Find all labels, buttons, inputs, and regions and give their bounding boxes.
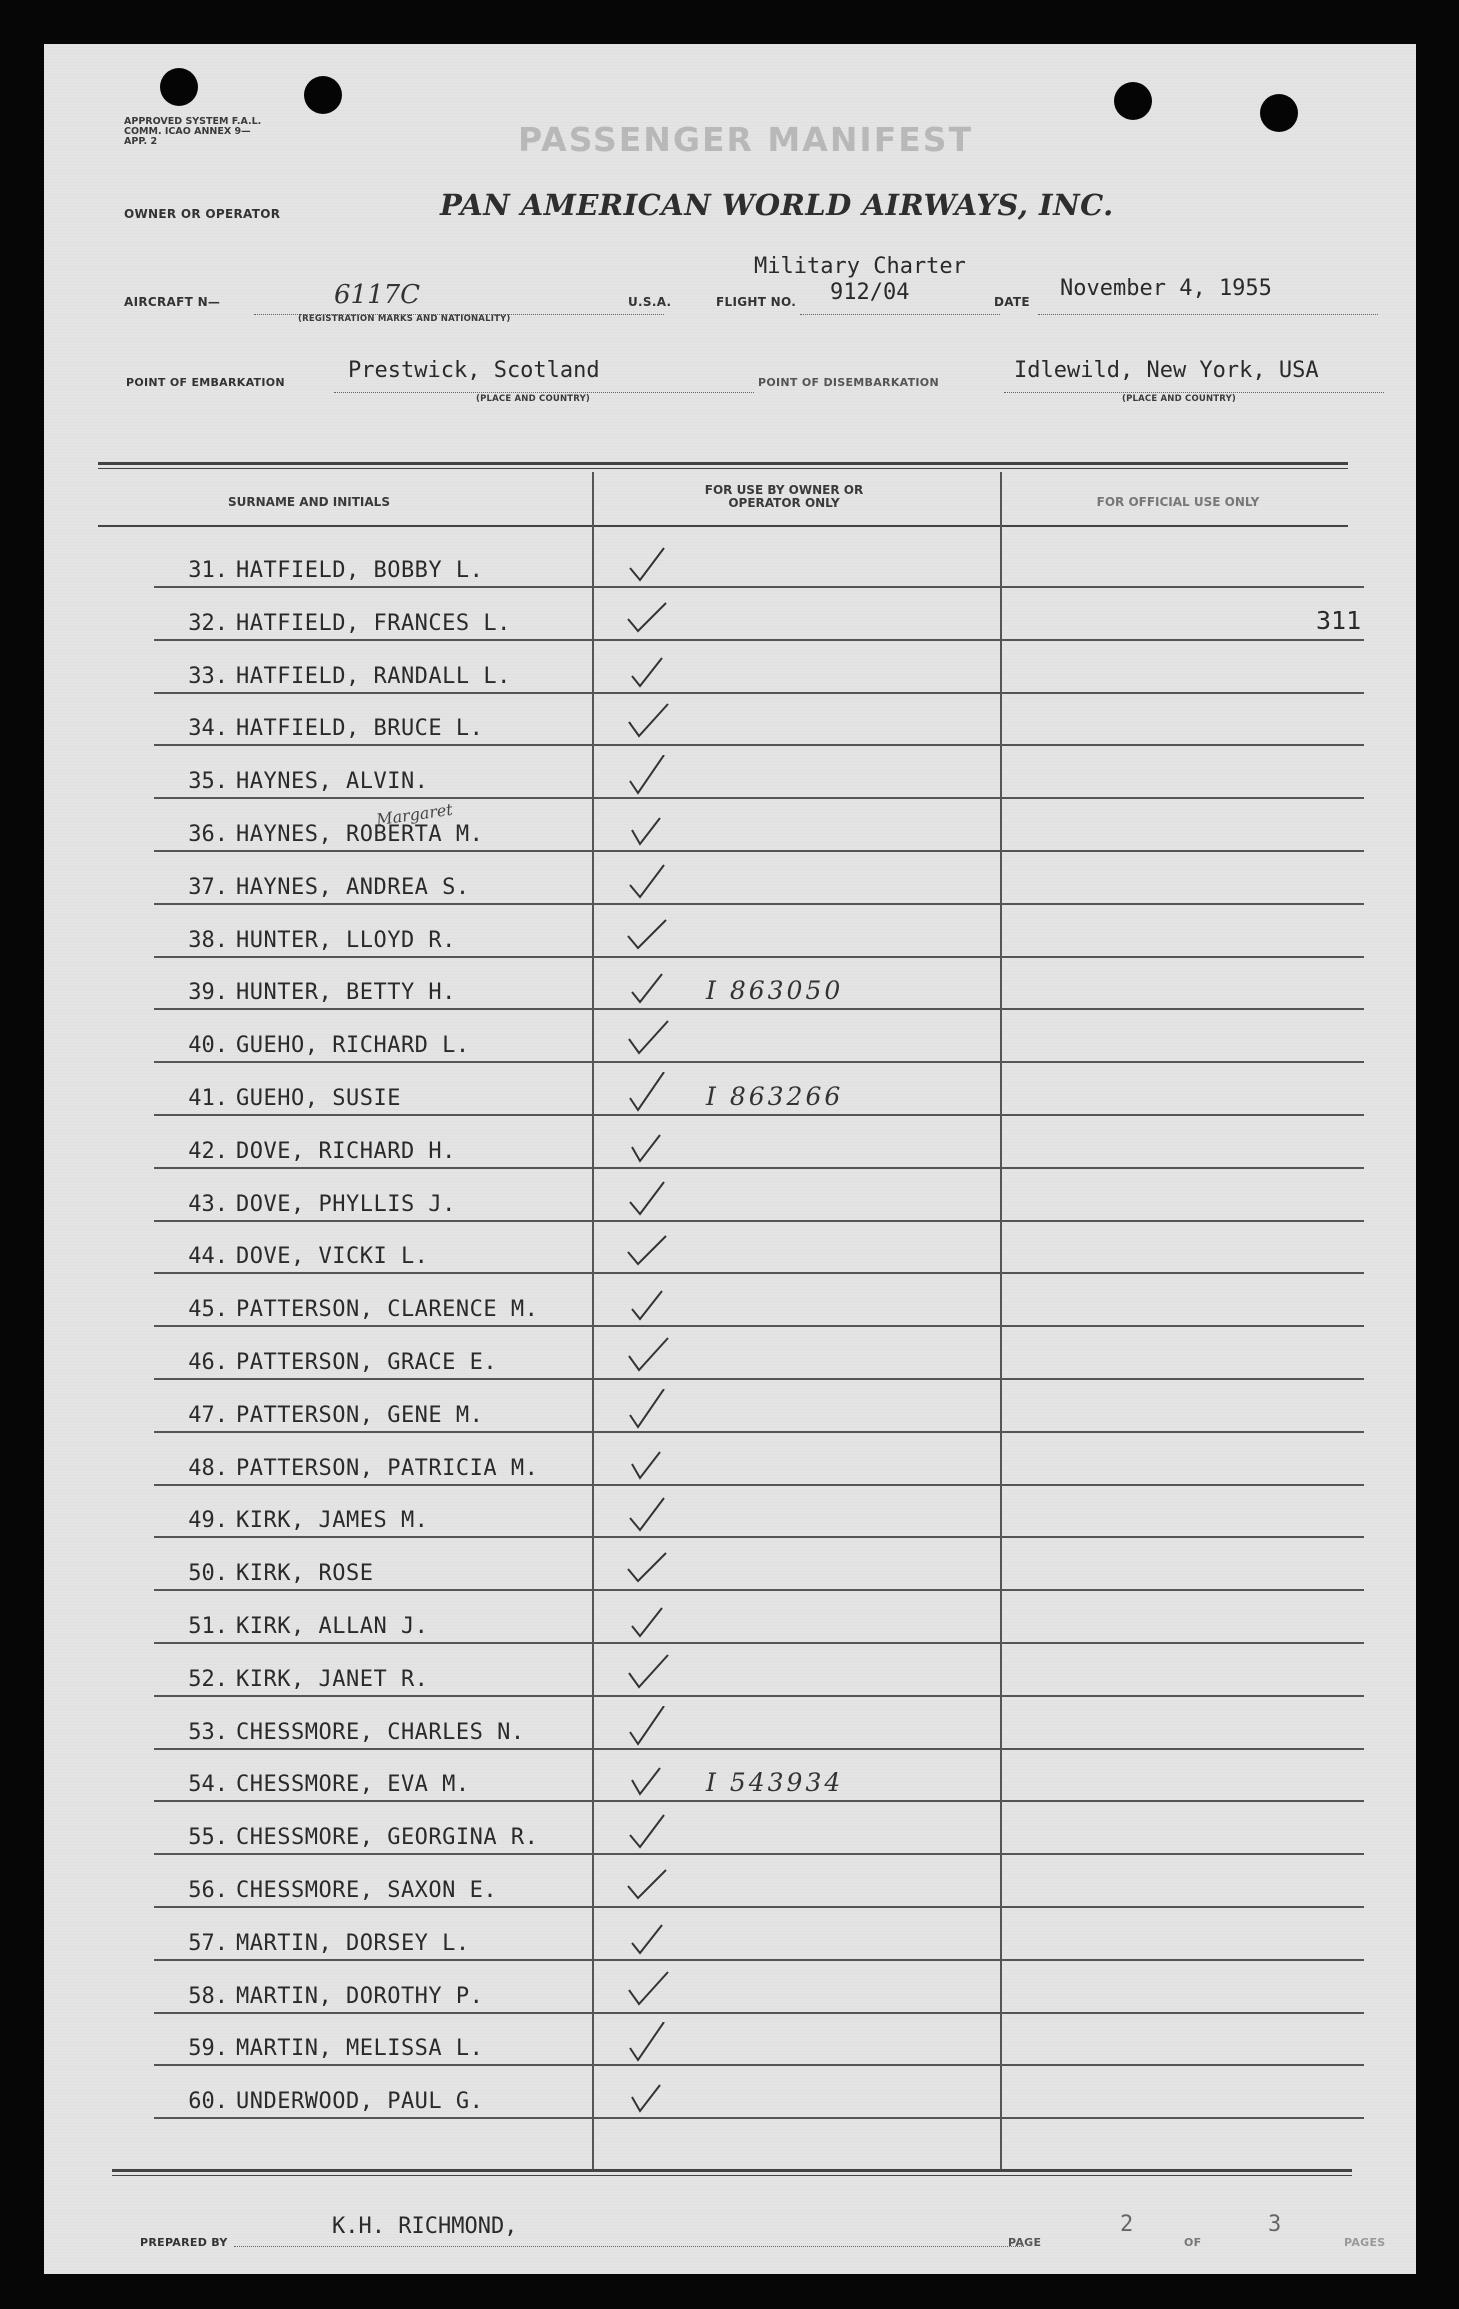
punch-hole: [1114, 82, 1152, 120]
checkmark-icon: [624, 808, 670, 850]
passenger-row: [106, 2071, 1416, 2123]
passenger-row: [106, 646, 1416, 698]
passenger-number: 45.: [188, 1297, 228, 1323]
passenger-row: [106, 1174, 1416, 1226]
checkmark-icon: [624, 702, 670, 744]
passenger-name: HUNTER, LLOYD R.: [236, 927, 456, 953]
row-rule: [154, 1695, 1364, 1697]
passenger-name: PATTERSON, GRACE E.: [236, 1350, 498, 1375]
passenger-number: 35.: [188, 769, 228, 795]
passenger-name: HAYNES, ANDREA S.: [236, 874, 470, 900]
passenger-row: [106, 1807, 1416, 1859]
checkmark-icon: [624, 2075, 670, 2117]
passenger-name: PATTERSON, PATRICIA M.: [236, 1455, 539, 1481]
row-rule: [154, 1378, 1364, 1380]
passenger-number: 51.: [188, 1614, 228, 1639]
passenger-name: MARTIN, DOROTHY P.: [236, 1983, 484, 2009]
passenger-row: [106, 1754, 1416, 1806]
checkmark-icon: [624, 1917, 670, 1959]
checkmark-icon: [624, 1019, 670, 1061]
passenger-name: DOVE, PHYLLIS J.: [236, 1191, 456, 1217]
checkmark-icon: [624, 1283, 670, 1325]
official-use-value: 311: [1316, 605, 1362, 635]
column-header-owner: FOR USE BY OWNER OR OPERATOR ONLY: [704, 483, 864, 510]
checkmark-icon: [624, 1230, 670, 1272]
checkmark-icon: [624, 1178, 670, 1220]
passenger-name: KIRK, JANET R.: [236, 1666, 429, 1692]
owner-label: OWNER OR OPERATOR: [124, 207, 281, 221]
handwritten-correction: Margaret: [375, 799, 454, 830]
row-rule: [154, 1748, 1364, 1750]
place-caption-disembark: (PLACE AND COUNTRY): [1122, 394, 1237, 404]
passenger-number: 53.: [188, 1719, 228, 1745]
punch-hole: [304, 76, 342, 114]
passenger-row: [106, 1226, 1416, 1278]
passenger-row: [106, 1649, 1416, 1701]
passenger-number: 36.: [188, 822, 228, 847]
passenger-name: DOVE, VICKI L.: [236, 1244, 429, 1270]
passenger-number: 34.: [188, 716, 228, 742]
row-rule: [154, 2064, 1364, 2066]
passenger-name: CHESSMORE, EVA M.: [236, 1772, 470, 1798]
punch-hole: [1260, 94, 1298, 132]
table-top-border: [98, 462, 1348, 465]
checkmark-icon: [624, 861, 670, 903]
passport-number: I 863266: [706, 1082, 844, 1111]
checkmark-icon: [624, 1653, 670, 1695]
row-rule: [154, 956, 1364, 958]
prepared-by-value: K.H. RICHMOND,: [332, 2214, 518, 2239]
passenger-number: 43.: [188, 1191, 228, 1217]
pages-value: 3: [1268, 2212, 1282, 2237]
flight-rule: [800, 314, 1000, 315]
row-rule: [154, 1589, 1364, 1591]
usa-label: U.S.A.: [628, 295, 672, 309]
passenger-name: PATTERSON, GENE M.: [236, 1402, 484, 1428]
of-label: OF: [1184, 2236, 1202, 2249]
passenger-number: 56.: [188, 1878, 228, 1903]
checkmark-icon: [624, 544, 670, 586]
passenger-row: [106, 910, 1416, 962]
row-rule: [154, 850, 1364, 852]
passenger-row: [106, 2018, 1416, 2070]
row-rule: [154, 2012, 1364, 2014]
passenger-name: HATFIELD, BOBBY L.: [236, 558, 484, 583]
passenger-number: 42.: [188, 1138, 228, 1164]
row-rule: [154, 1272, 1364, 1274]
passenger-name: CHESSMORE, GEORGINA R.: [236, 1825, 539, 1851]
row-rule: [154, 1431, 1364, 1433]
passenger-number: 40.: [188, 1033, 228, 1059]
passenger-number: 57.: [188, 1930, 228, 1956]
row-rule: [154, 639, 1364, 641]
passenger-name: KIRK, ALLAN J.: [236, 1614, 429, 1639]
row-rule: [154, 1906, 1364, 1908]
checkmark-icon: [624, 1442, 670, 1484]
checkmark-icon: [624, 597, 670, 639]
passenger-number: 41.: [188, 1086, 228, 1111]
passenger-name: UNDERWOOD, PAUL G.: [236, 2089, 484, 2115]
passenger-name: PATTERSON, CLARENCE M.: [236, 1297, 539, 1323]
row-rule: [154, 903, 1364, 905]
row-rule: [154, 1853, 1364, 1855]
passenger-number: 31.: [188, 558, 228, 583]
checkmark-icon: [624, 1600, 670, 1642]
passenger-row: [106, 1913, 1416, 1965]
passenger-number: 59.: [188, 2036, 228, 2062]
passenger-name: MARTIN, MELISSA L.: [236, 2036, 484, 2062]
prepared-rule: [234, 2246, 1024, 2247]
checkmark-icon: [624, 1494, 670, 1536]
passenger-name: HUNTER, BETTY H.: [236, 980, 456, 1006]
column-header-surname: SURNAME AND INITIALS: [228, 495, 390, 509]
row-rule: [154, 1061, 1364, 1063]
column-header-official: FOR OFFICIAL USE ONLY: [1096, 495, 1260, 509]
passenger-row: [106, 540, 1416, 592]
embark-rule: [334, 392, 754, 393]
passenger-name: GUEHO, RICHARD L.: [236, 1033, 470, 1059]
row-rule: [154, 586, 1364, 588]
date-rule: [1038, 314, 1378, 315]
checkmark-icon: [624, 1811, 670, 1853]
row-rule: [154, 1114, 1364, 1116]
row-rule: [154, 1642, 1364, 1644]
row-rule: [154, 1008, 1364, 1010]
passenger-number: 33.: [188, 663, 228, 689]
date-value: November 4, 1955: [1060, 276, 1272, 301]
checkmark-icon: [624, 1336, 670, 1378]
checkmark-icon: [624, 1389, 670, 1431]
flight-note: Military Charter: [754, 254, 966, 279]
passenger-number: 54.: [188, 1772, 228, 1798]
checkmark-icon: [624, 1547, 670, 1589]
place-caption-embark: (PLACE AND COUNTRY): [476, 394, 591, 404]
passenger-row: [106, 1702, 1416, 1754]
passenger-row: [106, 698, 1416, 750]
approval-note: APPROVED SYSTEM F.A.L. COMM. ICAO ANNEX 9—APP. 2: [124, 116, 262, 147]
passenger-row: [106, 799, 1416, 856]
disembark-value: Idlewild, New York, USA: [1014, 358, 1319, 383]
punch-hole: [160, 68, 198, 106]
passenger-number: 55.: [188, 1825, 228, 1851]
passenger-name: GUEHO, SUSIE: [236, 1086, 401, 1111]
passenger-number: 37.: [188, 874, 228, 900]
passenger-name: HATFIELD, FRANCES L.: [236, 610, 511, 636]
flight-value: 912/04: [830, 280, 910, 305]
checkmark-icon: [624, 1125, 670, 1167]
checkmark-icon: [624, 914, 670, 956]
row-rule: [154, 1959, 1364, 1961]
row-rule: [154, 692, 1364, 694]
passenger-name: CHESSMORE, SAXON E.: [236, 1878, 498, 1903]
passport-number: I 863050: [706, 976, 844, 1006]
aircraft-value: 6117C: [334, 280, 421, 310]
passenger-row: [106, 751, 1416, 803]
table-bottom-border-2: [112, 2175, 1352, 2176]
flight-label: FLIGHT NO.: [716, 295, 797, 309]
passenger-name: HAYNES, ALVIN.: [236, 769, 429, 795]
checkmark-icon: [624, 1072, 670, 1114]
pages-label: PAGES: [1344, 2236, 1386, 2249]
passport-number: I 543934: [706, 1768, 844, 1798]
page-label: PAGE: [1008, 2236, 1042, 2249]
passenger-number: 49.: [188, 1508, 228, 1534]
passenger-name: HATFIELD, BRUCE L.: [236, 716, 484, 742]
passenger-name: HAYNES, ROBERTA M.: [236, 822, 484, 847]
embark-label: POINT OF EMBARKATION: [126, 376, 285, 389]
row-rule: [154, 1325, 1364, 1327]
manifest-title: PASSENGER MANIFEST: [518, 120, 974, 159]
passenger-name: MARTIN, DORSEY L.: [236, 1930, 470, 1956]
manifest-page: [44, 44, 1416, 2274]
passenger-name: KIRK, ROSE: [236, 1561, 374, 1587]
passenger-row: [106, 593, 1416, 645]
date-label: DATE: [994, 295, 1030, 309]
prepared-by-label: PREPARED BY: [140, 2236, 228, 2249]
checkmark-icon: [624, 966, 670, 1008]
passenger-row: [106, 1015, 1416, 1067]
passenger-number: 60.: [188, 2089, 228, 2115]
passenger-row: [106, 1068, 1416, 1120]
row-rule: [154, 1536, 1364, 1538]
page-value: 2: [1120, 2212, 1134, 2237]
passenger-row: [106, 1543, 1416, 1595]
passenger-name: KIRK, JAMES M.: [236, 1508, 429, 1534]
passenger-number: 58.: [188, 1983, 228, 2009]
passenger-row: [106, 1860, 1416, 1912]
embark-value: Prestwick, Scotland: [348, 358, 600, 383]
passenger-row: [106, 1438, 1416, 1490]
passenger-row: [106, 857, 1416, 909]
checkmark-icon: [624, 650, 670, 692]
passenger-name: CHESSMORE, CHARLES N.: [236, 1719, 525, 1745]
row-rule: [154, 1220, 1364, 1222]
passenger-row: [106, 962, 1416, 1014]
checkmark-icon: [624, 2022, 670, 2064]
passenger-number: 38.: [188, 927, 228, 953]
checkmark-icon: [624, 1706, 670, 1748]
company-name: PAN AMERICAN WORLD AIRWAYS, INC.: [440, 188, 1114, 222]
registration-caption: (REGISTRATION MARKS AND NATIONALITY): [298, 314, 511, 324]
passenger-row: [106, 1596, 1416, 1648]
checkmark-icon: [624, 1758, 670, 1800]
passenger-number: 44.: [188, 1244, 228, 1270]
disembark-rule: [1004, 392, 1384, 393]
row-rule: [154, 1484, 1364, 1486]
aircraft-label: AIRCRAFT N—: [124, 295, 221, 309]
passenger-name: DOVE, RICHARD H.: [236, 1138, 456, 1164]
passenger-name: HATFIELD, RANDALL L.: [236, 663, 511, 689]
passenger-number: 32.: [188, 610, 228, 636]
passenger-number: 52.: [188, 1666, 228, 1692]
row-rule: [154, 2117, 1364, 2119]
passenger-row: [106, 1121, 1416, 1173]
passenger-number: 46.: [188, 1350, 228, 1375]
row-rule: [154, 1167, 1364, 1169]
table-top-border-2: [98, 468, 1348, 469]
table-bottom-border: [112, 2169, 1352, 2172]
passenger-row: [106, 1279, 1416, 1331]
row-rule: [154, 797, 1364, 799]
passenger-row: [106, 1385, 1416, 1437]
passenger-row: [106, 1490, 1416, 1542]
passenger-number: 50.: [188, 1561, 228, 1587]
checkmark-icon: [624, 1970, 670, 2012]
passenger-row: [106, 1966, 1416, 2018]
passenger-number: 48.: [188, 1455, 228, 1481]
passenger-row: [106, 1332, 1416, 1384]
checkmark-icon: [624, 1864, 670, 1906]
passenger-number: 39.: [188, 980, 228, 1006]
disembark-label: POINT OF DISEMBARKATION: [758, 376, 939, 389]
row-rule: [154, 744, 1364, 746]
row-rule: [154, 1800, 1364, 1802]
header-bottom-border: [98, 525, 1348, 527]
passenger-number: 47.: [188, 1402, 228, 1428]
checkmark-icon: [624, 755, 670, 797]
